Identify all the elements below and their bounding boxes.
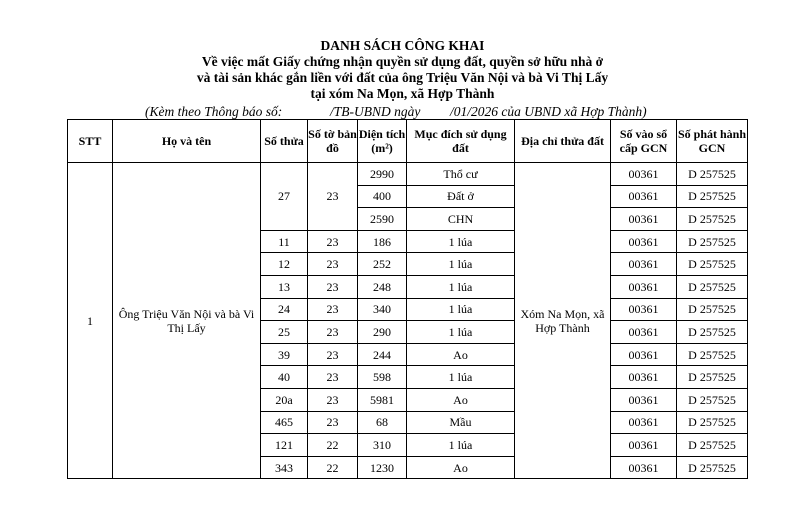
cert-cell: 00361 (611, 208, 677, 231)
parcel-cell: 27 (261, 163, 308, 231)
map-cell: 23 (308, 411, 358, 434)
table-header-row (68, 120, 748, 163)
stt-cell: 1 (68, 163, 113, 479)
purpose-cell: 1 lúa (407, 434, 515, 457)
issue-cell: D 257525 (677, 434, 748, 457)
cert-cell: 00361 (611, 230, 677, 253)
issue-cell: D 257525 (677, 388, 748, 411)
area-cell: 186 (358, 230, 407, 253)
map-cell: 23 (308, 321, 358, 344)
issue-cell: D 257525 (677, 321, 748, 344)
map-cell: 23 (308, 253, 358, 276)
purpose-cell: Ao (407, 343, 515, 366)
document-subtitle-line-3: tại xóm Na Mọn, xã Hợp Thành (310, 86, 495, 101)
map-cell: 23 (308, 388, 358, 411)
area-cell: 290 (358, 321, 407, 344)
col-header-purpose: Mục đích sử dụng đất (407, 120, 515, 163)
reference-prefix: (Kèm theo Thông báo số: (145, 104, 283, 119)
area-cell: 310 (358, 434, 407, 457)
col-header-area: Diện tích (m²) (358, 120, 407, 163)
purpose-cell: Ao (407, 388, 515, 411)
area-cell: 5981 (358, 388, 407, 411)
issue-cell: D 257525 (677, 298, 748, 321)
purpose-cell: Thổ cư (407, 163, 515, 186)
map-cell: 22 (308, 456, 358, 479)
reference-suffix: /01/2026 của UBND xã Hợp Thành) (450, 104, 647, 119)
purpose-cell: 1 lúa (407, 321, 515, 344)
cert-cell: 00361 (611, 253, 677, 276)
map-cell: 23 (308, 163, 358, 231)
col-header-cert-no: Số vào sổ cấp GCN (611, 120, 677, 163)
parcel-cell: 121 (261, 434, 308, 457)
purpose-cell: 1 lúa (407, 275, 515, 298)
map-cell: 23 (308, 366, 358, 389)
cert-cell: 00361 (611, 275, 677, 298)
parcel-cell: 343 (261, 456, 308, 479)
cert-cell: 00361 (611, 163, 677, 186)
area-cell: 252 (358, 253, 407, 276)
area-cell: 2990 (358, 163, 407, 186)
cert-cell: 00361 (611, 456, 677, 479)
col-header-parcel: Số thửa (261, 120, 308, 163)
map-cell: 23 (308, 230, 358, 253)
issue-cell: D 257525 (677, 343, 748, 366)
parcel-cell: 39 (261, 343, 308, 366)
purpose-cell: 1 lúa (407, 253, 515, 276)
parcel-cell: 25 (261, 321, 308, 344)
issue-cell: D 257525 (677, 163, 748, 186)
issue-cell: D 257525 (677, 230, 748, 253)
cert-cell: 00361 (611, 366, 677, 389)
cert-cell: 00361 (611, 321, 677, 344)
address-cell: Xóm Na Mọn, xã Hợp Thành (515, 163, 611, 479)
document-subtitle-line-2: và tài sản khác gắn liền với đất của ông Triệu Văn Nội và bà Vi Thị Lấy (196, 70, 609, 85)
cert-cell: 00361 (611, 298, 677, 321)
parcel-table (67, 119, 748, 479)
purpose-cell: 1 lúa (407, 366, 515, 389)
purpose-cell: CHN (407, 208, 515, 231)
issue-cell: D 257525 (677, 456, 748, 479)
parcel-cell: 11 (261, 230, 308, 253)
col-header-issue-no: Số phát hành GCN (677, 120, 748, 163)
col-header-name: Họ và tên (113, 120, 261, 163)
purpose-cell: Đất ở (407, 185, 515, 208)
map-cell: 23 (308, 343, 358, 366)
area-cell: 2590 (358, 208, 407, 231)
issue-cell: D 257525 (677, 275, 748, 298)
parcel-cell: 465 (261, 411, 308, 434)
parcel-cell: 13 (261, 275, 308, 298)
cert-cell: 00361 (611, 388, 677, 411)
parcel-cell: 40 (261, 366, 308, 389)
document-subtitle-line-1: Về việc mất Giấy chứng nhận quyền sử dụng đất, quyền sở hữu nhà ở (201, 54, 604, 69)
map-cell: 23 (308, 298, 358, 321)
col-header-stt: STT (68, 120, 113, 163)
issue-cell: D 257525 (677, 366, 748, 389)
area-cell: 248 (358, 275, 407, 298)
purpose-cell: 1 lúa (407, 298, 515, 321)
purpose-cell: 1 lúa (407, 230, 515, 253)
area-cell: 340 (358, 298, 407, 321)
area-cell: 598 (358, 366, 407, 389)
issue-cell: D 257525 (677, 185, 748, 208)
issue-cell: D 257525 (677, 253, 748, 276)
cert-cell: 00361 (611, 343, 677, 366)
area-cell: 244 (358, 343, 407, 366)
cert-cell: 00361 (611, 411, 677, 434)
cert-cell: 00361 (611, 434, 677, 457)
owner-cell: Ông Triệu Văn Nội và bà Vi Thị Lấy (113, 163, 261, 479)
parcel-cell: 20a (261, 388, 308, 411)
col-header-address: Địa chỉ thửa đất (515, 120, 611, 163)
issue-cell: D 257525 (677, 208, 748, 231)
parcel-cell: 24 (261, 298, 308, 321)
area-cell: 1230 (358, 456, 407, 479)
area-cell: 400 (358, 185, 407, 208)
cert-cell: 00361 (611, 185, 677, 208)
area-cell: 68 (358, 411, 407, 434)
purpose-cell: Ao (407, 456, 515, 479)
document-title: DANH SÁCH CÔNG KHAI (320, 38, 485, 53)
issue-cell: D 257525 (677, 411, 748, 434)
map-cell: 23 (308, 275, 358, 298)
map-cell: 22 (308, 434, 358, 457)
parcel-cell: 12 (261, 253, 308, 276)
reference-middle: /TB-UBND ngày (330, 104, 421, 119)
table-row (68, 163, 748, 186)
col-header-map: Số tờ bản đồ (308, 120, 358, 163)
purpose-cell: Mầu (407, 411, 515, 434)
